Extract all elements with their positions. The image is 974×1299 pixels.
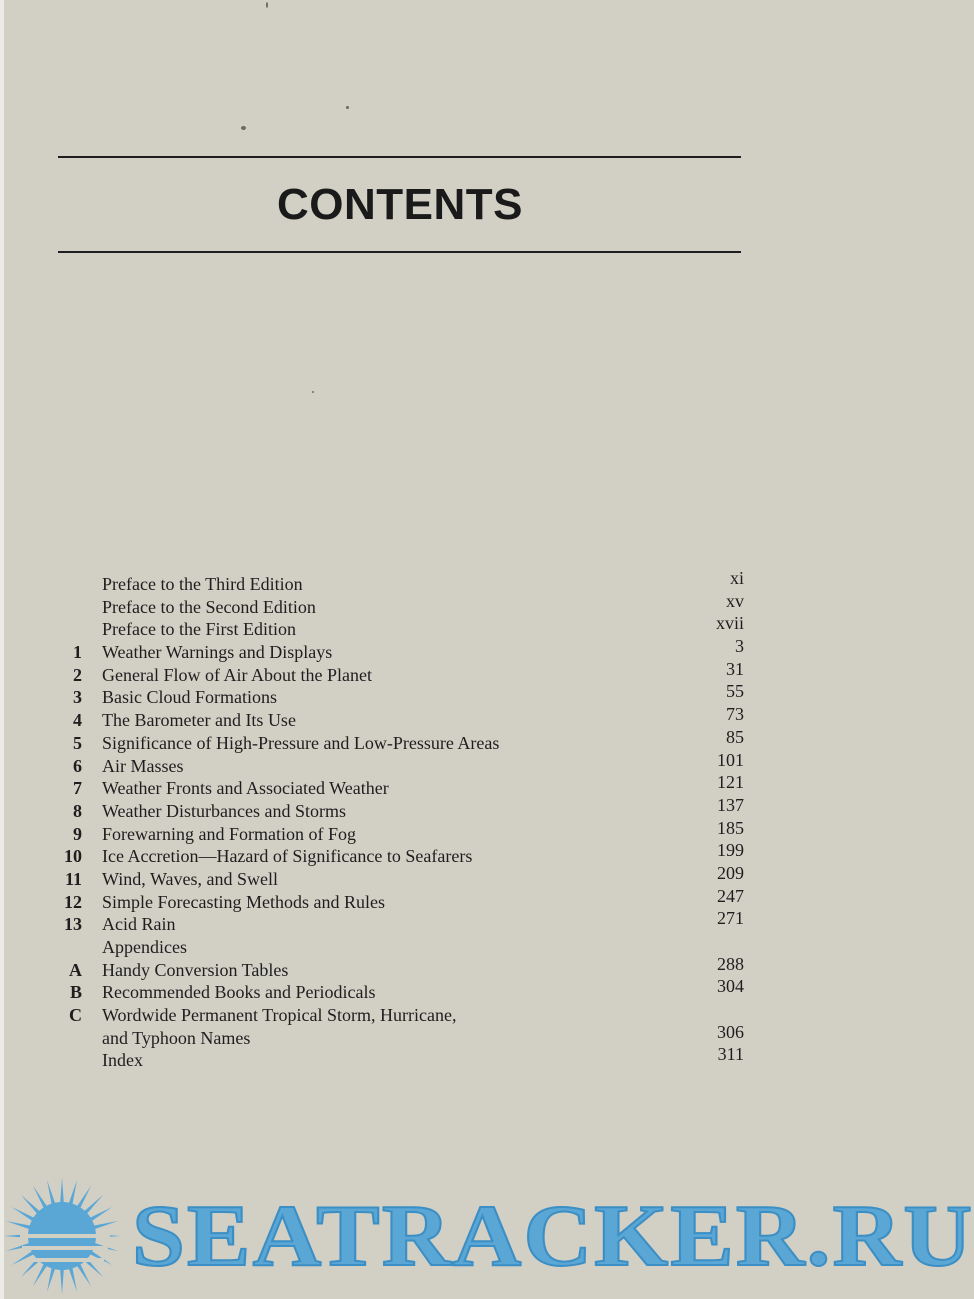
toc-row	[0, 976, 846, 1004]
page-number: 311	[717, 1044, 744, 1065]
chapter-title: Weather Fronts and Associated Weather	[102, 778, 389, 799]
chapter-number: 3	[73, 687, 82, 708]
chapter-title: Preface to the First Edition	[102, 619, 296, 640]
dust-speck	[312, 391, 314, 393]
chapter-number: C	[69, 1005, 82, 1026]
page-number: xvii	[715, 613, 744, 634]
page-number: 85	[726, 726, 744, 747]
page-number: 185	[717, 817, 744, 838]
page-number: 121	[717, 772, 744, 793]
chapter-number: 1	[73, 642, 82, 663]
sun-ray	[60, 1266, 64, 1294]
toc-row	[0, 613, 846, 641]
page-number: 55	[726, 681, 744, 702]
chapter-number: A	[69, 959, 82, 980]
chapter-number: 7	[73, 778, 82, 799]
chapter-title: Weather Disturbances and Storms	[102, 800, 346, 821]
table-of-contents	[0, 568, 846, 1072]
dust-speck	[346, 106, 349, 109]
page-number: xv	[726, 590, 744, 611]
toc-row	[0, 681, 846, 709]
chapter-number: 8	[73, 800, 82, 821]
chapter-number: 6	[73, 755, 82, 776]
page-number: xi	[729, 568, 744, 588]
page-number: 101	[717, 749, 744, 770]
toc-row	[0, 568, 846, 596]
page-number: 304	[717, 976, 744, 997]
dust-speck	[266, 2, 268, 8]
chapter-title: Air Masses	[102, 755, 184, 776]
page-number: 288	[717, 953, 744, 974]
page-number: 199	[717, 840, 744, 861]
sun-ray	[60, 1178, 64, 1206]
chapter-number: 5	[73, 732, 82, 753]
toc-row	[0, 636, 846, 664]
chapter-title: The Barometer and Its Use	[102, 710, 296, 731]
chapter-title: Forewarning and Formation of Fog	[102, 823, 356, 844]
chapter-number: 9	[73, 823, 82, 844]
page-number: 247	[717, 885, 744, 906]
chapter-title: Recommended Books and Periodicals	[102, 982, 376, 1003]
chapter-number: 10	[64, 846, 82, 867]
chapter-title: Wind, Waves, and Swell	[102, 868, 278, 889]
chapter-title: Preface to the Second Edition	[102, 596, 316, 617]
page-number: 209	[717, 862, 744, 883]
chapter-number: 4	[73, 710, 82, 731]
chapter-title: Wordwide Permanent Tropical Storm, Hurricane,	[102, 1005, 457, 1026]
chapter-title: Basic Cloud Formations	[102, 687, 277, 708]
chapter-number: 2	[73, 664, 82, 685]
watermark-text: SEATRACKER.RU	[132, 1188, 974, 1285]
chapter-title: Acid Rain	[102, 914, 176, 935]
chapter-number: 11	[64, 868, 82, 889]
page-number: 73	[726, 704, 744, 725]
chapter-title: and Typhoon Names	[102, 1027, 251, 1048]
chapter-title: Index	[102, 1050, 143, 1071]
page-number: 3	[735, 636, 744, 657]
chapter-title: Simple Forecasting Methods and Rules	[102, 891, 385, 912]
bottom-rule	[58, 251, 741, 253]
chapter-title: Weather Warnings and Displays	[102, 642, 333, 663]
toc-row	[0, 1044, 846, 1072]
dust-speck	[241, 126, 246, 130]
chapter-title: Preface to the Third Edition	[102, 574, 303, 594]
page-number: 31	[726, 658, 744, 679]
chapter-title: Handy Conversion Tables	[102, 959, 289, 980]
toc-row	[0, 908, 846, 936]
chapter-number: B	[69, 982, 82, 1003]
page-number: 306	[717, 1021, 744, 1042]
chapter-title: Appendices	[102, 937, 187, 957]
chapter-title: Significance of High-Pressure and Low-Pressure Areas	[102, 732, 500, 753]
chapter-title: General Flow of Air About the Planet	[102, 664, 372, 685]
toc-row	[0, 704, 846, 732]
top-rule	[58, 156, 741, 158]
page-title: CONTENTS	[277, 180, 523, 229]
toc-row	[0, 658, 846, 687]
chapter-number: 12	[64, 891, 82, 912]
page-number: 137	[717, 794, 744, 815]
chapter-number: 13	[64, 914, 82, 935]
chapter-title: Ice Accretion—Hazard of Significance to Seafarers	[102, 846, 473, 867]
page-number: 271	[717, 908, 744, 929]
